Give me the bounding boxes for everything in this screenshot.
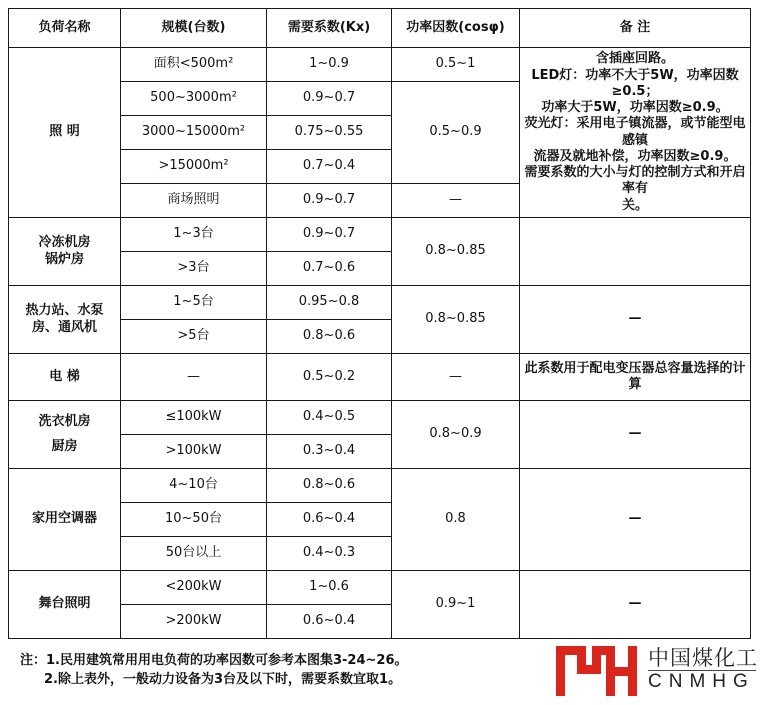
- lighting-scale-1: 面积<500m²: [121, 48, 267, 82]
- top-strip: [0, 0, 760, 5]
- refrigeration-kx-2: 0.7~0.6: [267, 252, 392, 286]
- table-row: [9, 401, 751, 435]
- lighting-pf-1: 0.5~1: [392, 48, 520, 82]
- laundry-scale-2: >100kW: [121, 435, 267, 469]
- elevator-name: 电 梯: [9, 354, 121, 401]
- brand-en: CNMHG: [648, 671, 755, 692]
- aircon-scale-1: 4~10台: [121, 469, 267, 503]
- heating-note: —: [520, 286, 751, 354]
- brand-cn: 中国煤化工: [648, 646, 758, 670]
- heating-name-line: 房、通风机: [31, 319, 97, 335]
- lighting-note-line: 关。: [621, 197, 648, 213]
- header-scale: 规模(台数): [121, 9, 267, 48]
- heating-kx-2: 0.8~0.6: [267, 320, 392, 354]
- stage-pf: 0.9~1: [392, 571, 520, 639]
- lighting-note-line: LED灯：功率不大于5W，功率因数≥0.5；: [531, 67, 739, 99]
- aircon-name: 家用空调器: [9, 469, 121, 571]
- elevator-pf: —: [392, 354, 520, 401]
- lighting-note-line: 含插座回路。: [595, 51, 674, 67]
- heating-scale-2: >5台: [121, 320, 267, 354]
- lighting-pf-3: —: [392, 184, 520, 218]
- table-row: [9, 354, 751, 401]
- aircon-kx-3: 0.4~0.3: [267, 537, 392, 571]
- refrigeration-name-line: 冷冻机房: [38, 235, 91, 251]
- aircon-kx-2: 0.6~0.4: [267, 503, 392, 537]
- stage-kx-2: 0.6~0.4: [267, 605, 392, 639]
- lighting-scale-4: >15000m²: [121, 150, 267, 184]
- lighting-kx-5: 0.9~0.7: [267, 184, 392, 218]
- table-header-row: [9, 9, 751, 48]
- lighting-note-line: 荧光灯：采用电子镇流器，或节能型电感镇: [524, 116, 746, 148]
- lighting-note-line: 功率大于5W，功率因数≥0.9。: [541, 100, 729, 115]
- table-row: [9, 218, 751, 252]
- load-coefficient-table: [8, 8, 751, 639]
- table-row: [9, 48, 751, 82]
- elevator-kx: 0.5~0.2: [267, 354, 392, 401]
- laundry-name: [9, 401, 121, 469]
- aircon-scale-2: 10~50台: [121, 503, 267, 537]
- laundry-pf: 0.8~0.9: [392, 401, 520, 469]
- footnote-line-2: 2.除上表外，一般动力设备为3台及以下时，需要系数宜取1。: [44, 671, 402, 687]
- aircon-pf: 0.8: [392, 469, 520, 571]
- lighting-note: [520, 48, 751, 218]
- refrigeration-scale-1: 1~3台: [121, 218, 267, 252]
- lighting-scale-5: 商场照明: [121, 184, 267, 218]
- heating-scale-1: 1~5台: [121, 286, 267, 320]
- lighting-kx-3: 0.75~0.55: [267, 116, 392, 150]
- stage-scale-1: <200kW: [121, 571, 267, 605]
- footnote-line-1: 注：1.民用建筑常用用电负荷的功率因数可参考本图集3-24~26。: [20, 653, 408, 668]
- cnmhg-logo-icon: [556, 642, 638, 698]
- aircon-note: —: [520, 469, 751, 571]
- lighting-name: 照 明: [9, 48, 121, 218]
- lighting-kx-4: 0.7~0.4: [267, 150, 392, 184]
- refrigeration-pf: 0.8~0.85: [392, 218, 520, 286]
- stage-note: —: [520, 571, 751, 639]
- header-power-factor: 功率因数(cosφ): [392, 9, 520, 48]
- heating-name-line: 热力站、水泵: [25, 303, 104, 319]
- stage-name: 舞台照明: [9, 571, 121, 639]
- footnote: [20, 652, 540, 690]
- lighting-kx-1: 1~0.9: [267, 48, 392, 82]
- table-row: [9, 571, 751, 605]
- refrigeration-kx-1: 0.9~0.7: [267, 218, 392, 252]
- refrigeration-name-line: 锅炉房: [44, 251, 84, 267]
- refrigeration-note: [520, 218, 751, 286]
- lighting-note-line: 需要系数的大小与灯的控制方式和开启率有: [524, 165, 746, 197]
- header-load-name: 负荷名称: [9, 9, 121, 48]
- heating-name: [9, 286, 121, 354]
- laundry-name-line: 洗衣机房: [38, 414, 91, 430]
- watermark: [556, 640, 760, 700]
- refrigeration-scale-2: >3台: [121, 252, 267, 286]
- lighting-scale-2: 500~3000m²: [121, 82, 267, 116]
- stage-scale-2: >200kW: [121, 605, 267, 639]
- laundry-scale-1: ≤100kW: [121, 401, 267, 435]
- heating-kx-1: 0.95~0.8: [267, 286, 392, 320]
- lighting-kx-2: 0.9~0.7: [267, 82, 392, 116]
- table-row: [9, 469, 751, 503]
- aircon-kx-1: 0.8~0.6: [267, 469, 392, 503]
- lighting-note-line: 流器及就地补偿，功率因数≥0.9。: [533, 148, 737, 164]
- lighting-scale-3: 3000~15000m²: [121, 116, 267, 150]
- elevator-note: 此系数用于配电变压器总容量选择的计算: [520, 354, 751, 401]
- laundry-kx-1: 0.4~0.5: [267, 401, 392, 435]
- header-remarks: 备 注: [520, 9, 751, 48]
- laundry-name-line: 厨房: [51, 438, 78, 454]
- table-row: [9, 286, 751, 320]
- refrigeration-name: [9, 218, 121, 286]
- stage-kx-1: 1~0.6: [267, 571, 392, 605]
- heating-pf: 0.8~0.85: [392, 286, 520, 354]
- lighting-pf-2: 0.5~0.9: [392, 82, 520, 184]
- elevator-scale: —: [121, 354, 267, 401]
- laundry-kx-2: 0.3~0.4: [267, 435, 392, 469]
- aircon-scale-3: 50台以上: [121, 537, 267, 571]
- header-demand-factor: 需要系数(Kx): [267, 9, 392, 48]
- laundry-note: —: [520, 401, 751, 469]
